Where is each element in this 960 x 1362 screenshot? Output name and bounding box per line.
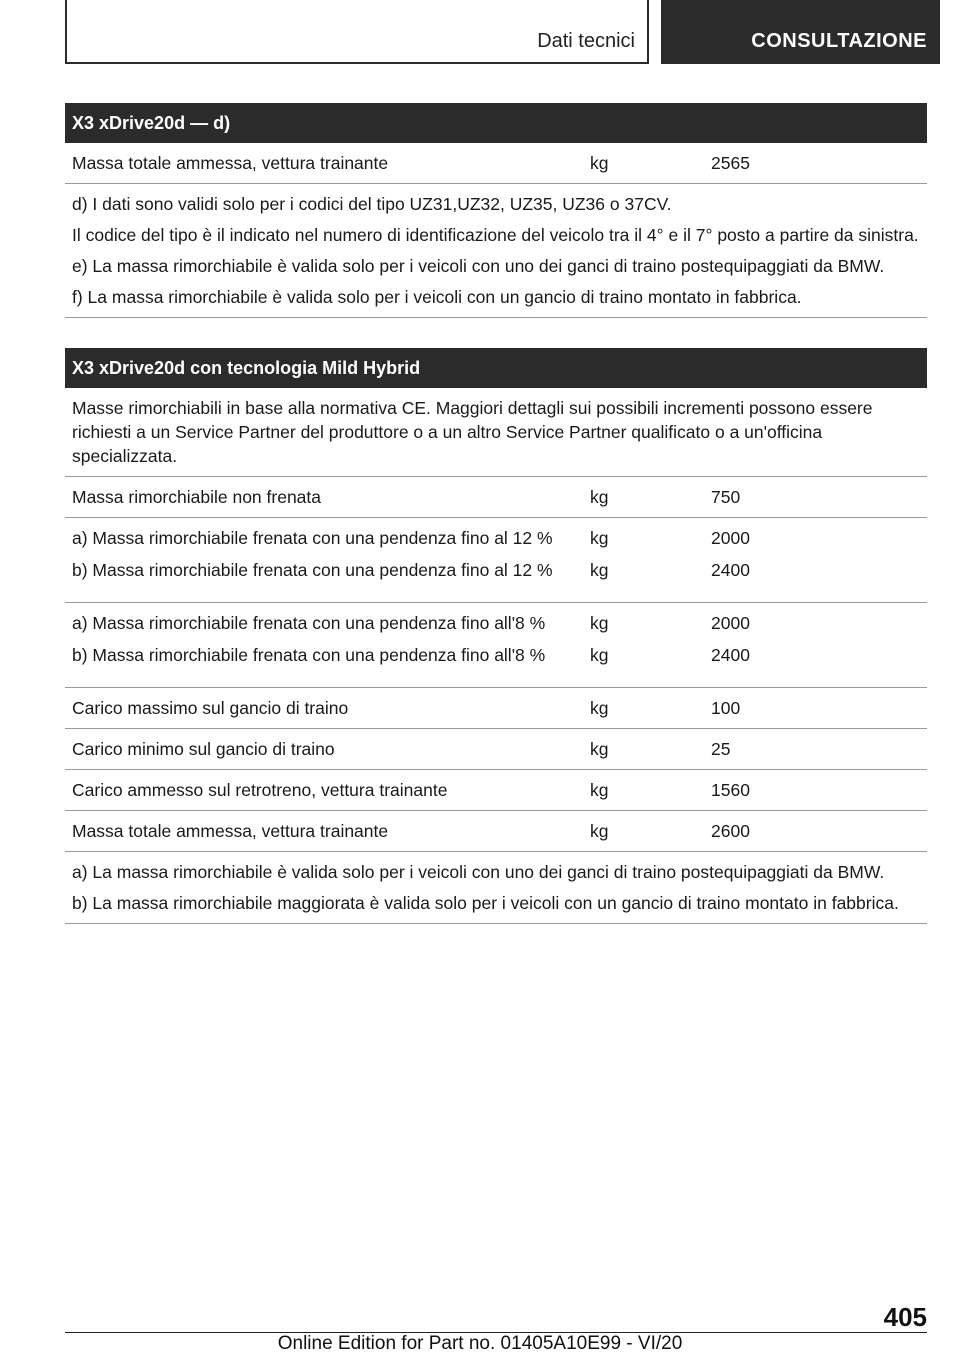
footnote: f) La massa rimorchiabile è valida solo per i veicoli con un gancio di traino montato in fabbrica.: [72, 287, 802, 307]
row-value: 100: [711, 698, 741, 718]
footnote: e) La massa rimorchiabile è valida solo per i veicoli con uno dei ganci di traino postequipaggiati da BMW.: [72, 256, 885, 276]
row-label: Massa totale ammessa, vettura trainante: [72, 153, 389, 173]
footnotes: [65, 852, 927, 924]
row-value: 2565: [711, 153, 750, 173]
row-unit: kg: [590, 780, 609, 800]
page-number: 405: [883, 1302, 927, 1332]
table-row: [65, 770, 927, 811]
row-label: Carico minimo sul gancio di traino: [72, 739, 335, 759]
row-value: 2000: [711, 613, 750, 633]
page-content: [65, 103, 927, 924]
row-value: 2000: [711, 528, 750, 548]
row-unit: kg: [590, 528, 609, 548]
row-value: 2400: [711, 560, 750, 580]
section-tab: [65, 0, 649, 64]
footnote: d) I dati sono validi solo per i codici del tipo UZ31,UZ32, UZ35, UZ36 o 37CV.: [72, 194, 672, 214]
table-row: [65, 688, 927, 729]
row-label: Massa totale ammessa, vettura trainante: [72, 821, 389, 841]
row-unit: kg: [590, 613, 609, 633]
table-row: [65, 477, 927, 518]
footnote: a) La massa rimorchiabile è valida solo per i veicoli con uno dei ganci di traino postequipaggiati da BMW.: [72, 862, 885, 882]
chapter-tab-label: CONSULTAZIONE: [751, 30, 927, 52]
row-label: Carico massimo sul gancio di traino: [72, 698, 349, 718]
chapter-tab: [661, 0, 940, 64]
table-row: [65, 811, 927, 852]
row-unit: kg: [590, 487, 609, 507]
row-value: 2400: [711, 645, 750, 665]
edition-footer: Online Edition for Part no. 01405A10E99 - VI/20: [277, 1333, 683, 1354]
row-value: 2600: [711, 821, 750, 841]
row-label: Massa rimorchiabile non frenata: [72, 487, 322, 507]
section-title-x3-xdrive20d: X3 xDrive20d — d): [65, 103, 927, 143]
section-tab-label: Dati tecnici: [537, 30, 635, 52]
footnote: b) La massa rimorchiabile maggiorata è valida solo per i veicoli con un gancio di traino montato in fabbrica.: [72, 893, 899, 913]
table-row: [65, 729, 927, 770]
table-row: [65, 518, 927, 603]
row-label: a) Massa rimorchiabile frenata con una pendenza fino al 12 %: [72, 528, 553, 548]
row-value: 25: [711, 739, 731, 759]
row-unit: kg: [590, 153, 609, 173]
footnotes: [65, 184, 927, 318]
row-value: 750: [711, 487, 741, 507]
row-label: b) Massa rimorchiabile frenata con una pendenza fino all'8 %: [72, 645, 546, 665]
table-row: [65, 603, 927, 688]
section-title-mild-hybrid: X3 xDrive20d con tecnologia Mild Hybrid: [65, 348, 927, 388]
row-value: 1560: [711, 780, 750, 800]
section-intro: Masse rimorchiabili in base alla normativa CE. Maggiori dettagli sui possibili incrementi possono essere richiesti a un Service Partner del produttore o a un altro Service Partner qualificato o a un'officina specializzata.: [65, 388, 927, 477]
row-unit: kg: [590, 739, 609, 759]
footnote: Il codice del tipo è il indicato nel numero di identificazione del veicolo tra il 4° e il 7° posto a partire da sinistra.: [72, 225, 919, 245]
row-unit: kg: [590, 560, 609, 580]
row-unit: kg: [590, 645, 609, 665]
row-label: a) Massa rimorchiabile frenata con una pendenza fino all'8 %: [72, 613, 546, 633]
row-unit: kg: [590, 821, 609, 841]
row-unit: kg: [590, 698, 609, 718]
table-row: [65, 143, 927, 184]
row-label: b) Massa rimorchiabile frenata con una pendenza fino al 12 %: [72, 560, 553, 580]
row-label: Carico ammesso sul retrotreno, vettura trainante: [72, 780, 448, 800]
